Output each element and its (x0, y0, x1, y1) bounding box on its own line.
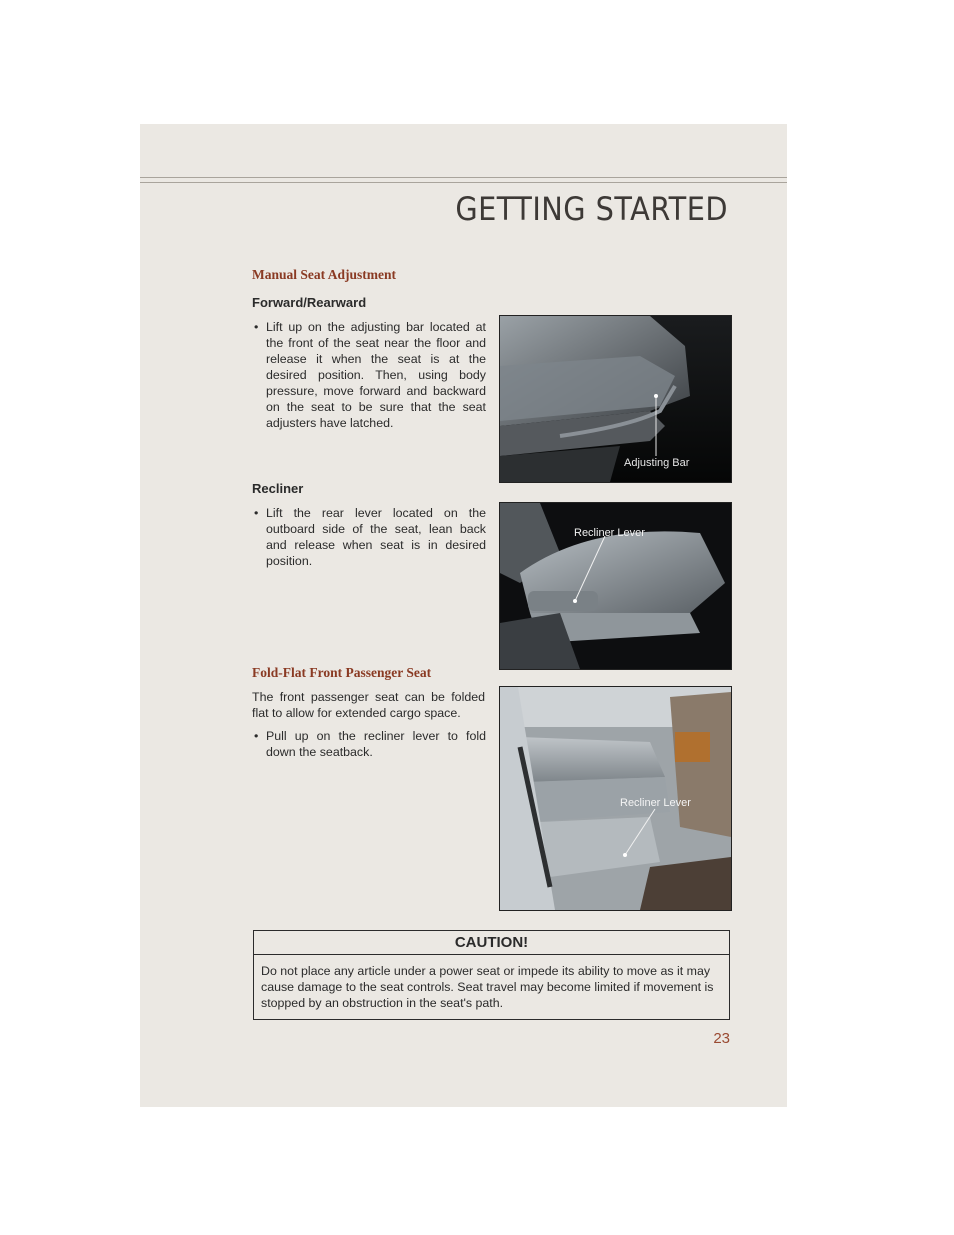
caution-title: CAUTION! (254, 931, 729, 955)
photo-label-recliner-lever: Recliner Lever (574, 527, 645, 539)
section-heading-fold-flat: Fold-Flat Front Passenger Seat (252, 665, 432, 680)
bullet-text-fold-flat: Pull up on the recliner lever to fold down the seatback. (266, 729, 486, 759)
photo-adjusting-bar (499, 315, 732, 483)
bullet-text-forward: Lift up on the adjusting bar located at the front of the seat near the floor and release it when the seat is at the desired position. Then, using body pressure, move forward and backward on the seat to be sure that the seat adjusters have latched. (266, 320, 486, 430)
bullet-fold-flat (252, 728, 486, 760)
page-number: 23 (713, 1030, 730, 1047)
subheading-forward-rearward: Forward/Rearward (252, 295, 367, 310)
manual-page (140, 124, 787, 1107)
bullet-text-recliner: Lift the rear lever located on the outboard side of the seat, lean back and release when seat is in desired position. (266, 506, 486, 568)
caution-box (253, 930, 730, 1020)
page-title: GETTING STARTED (455, 190, 728, 228)
header-rule-top (140, 177, 787, 178)
caution-text: Do not place any article under a power seat or impede its ability to move as it may cause damage to the seat controls. Seat travel may become limited if movement is stopped by an obstruction in the seat's path. (261, 964, 714, 1010)
bullet-icon: • (254, 506, 259, 520)
bullet-icon: • (254, 729, 259, 743)
photo-label-fold-flat-lever: Recliner Lever (620, 797, 691, 809)
bullet-icon: • (254, 320, 259, 334)
photo-label-adjusting-bar: Adjusting Bar (624, 457, 690, 469)
photo-fold-flat-seat (499, 686, 732, 911)
section-heading-manual-seat: Manual Seat Adjustment (252, 267, 397, 282)
paragraph-fold-flat: The front passenger seat can be folded flat to allow for extended cargo space. (252, 690, 485, 720)
subheading-recliner: Recliner (252, 481, 304, 496)
bullet-forward (252, 319, 486, 431)
bullet-recliner (252, 505, 486, 569)
photo-recliner-lever (499, 502, 732, 670)
header-rule-bottom (140, 182, 787, 183)
